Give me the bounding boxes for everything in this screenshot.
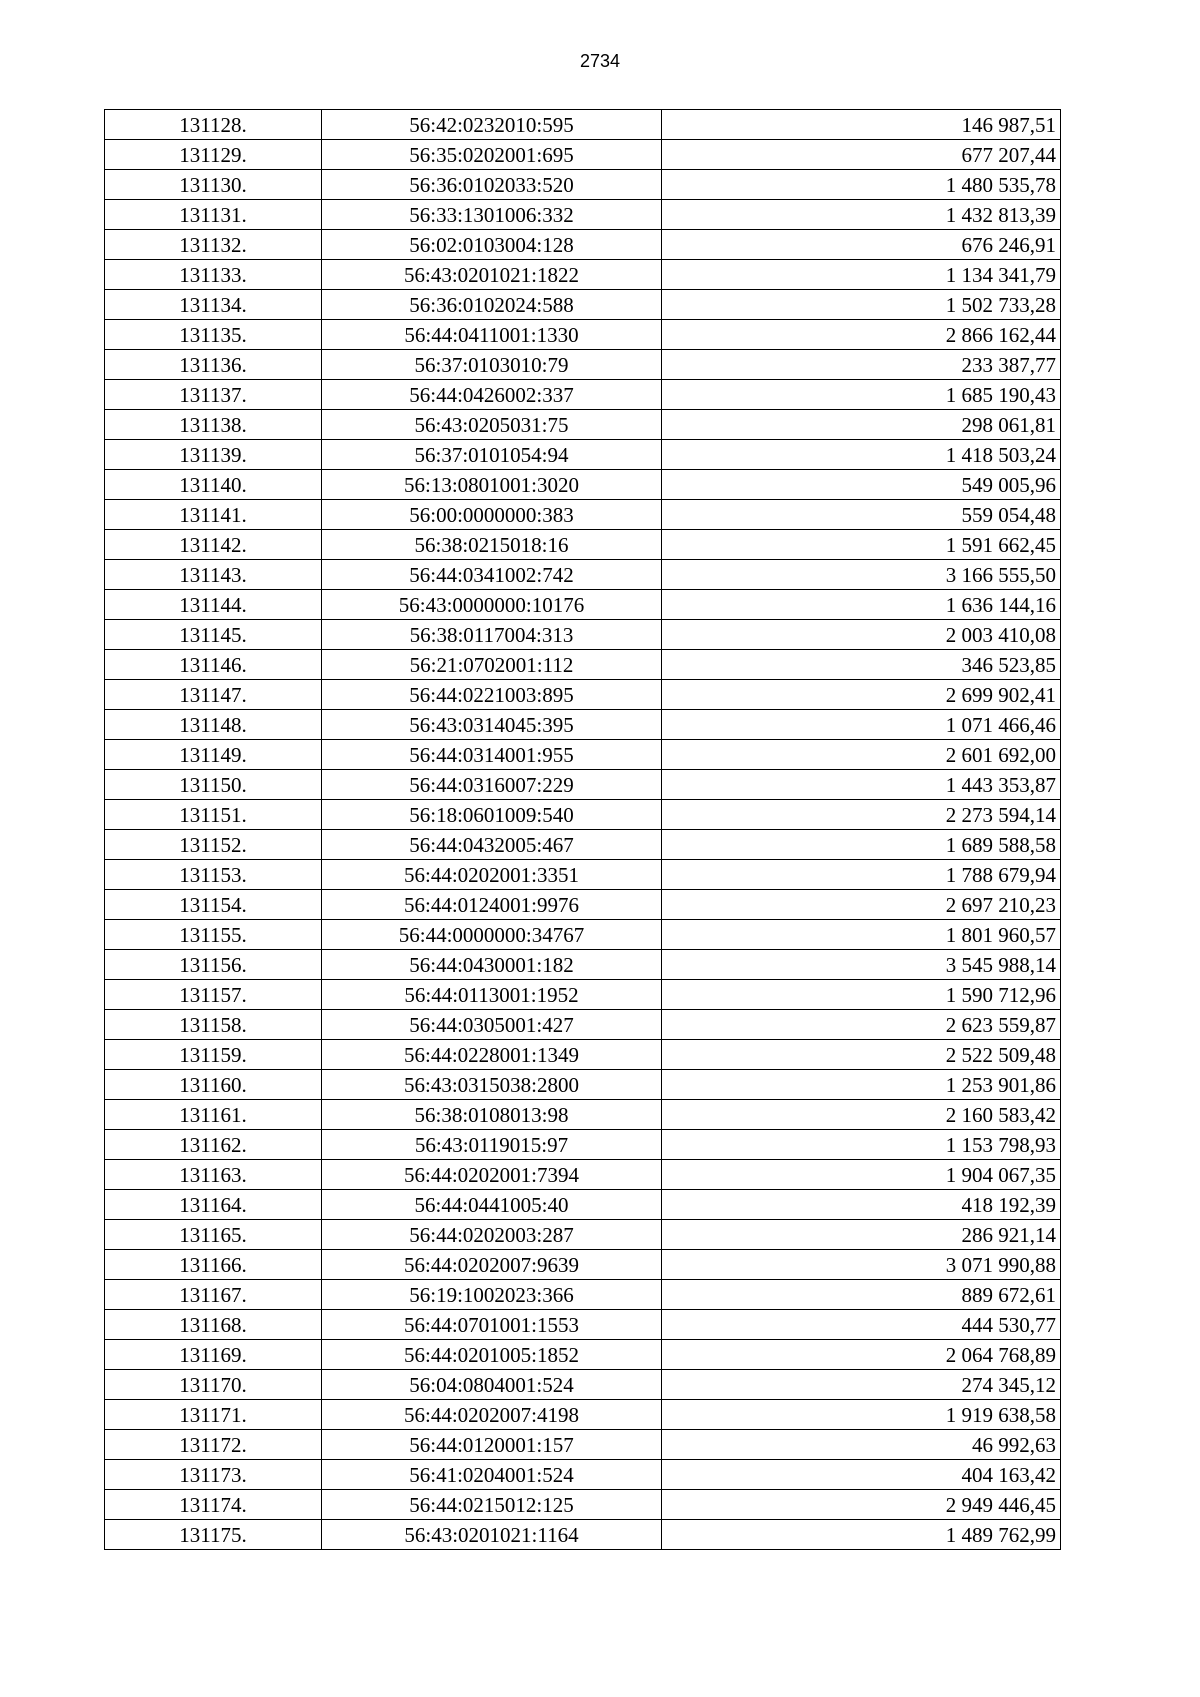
table-row bbox=[105, 1010, 1061, 1040]
table-row bbox=[105, 920, 1061, 950]
value-cell: 2 623 559,87 bbox=[662, 1010, 1061, 1040]
table-row bbox=[105, 830, 1061, 860]
cadastral-number-cell: 56:44:0201005:1852 bbox=[322, 1340, 662, 1370]
value-cell: 549 005,96 bbox=[662, 470, 1061, 500]
table-row bbox=[105, 740, 1061, 770]
row-number-cell: 131173. bbox=[105, 1460, 322, 1490]
row-number-cell: 131169. bbox=[105, 1340, 322, 1370]
cadastral-number-cell: 56:42:0232010:595 bbox=[322, 110, 662, 140]
row-number-cell: 131143. bbox=[105, 560, 322, 590]
table-row bbox=[105, 1310, 1061, 1340]
row-number-cell: 131136. bbox=[105, 350, 322, 380]
cadastral-number-cell: 56:44:0000000:34767 bbox=[322, 920, 662, 950]
cadastral-number-cell: 56:43:0315038:2800 bbox=[322, 1070, 662, 1100]
cadastral-number-cell: 56:44:0316007:229 bbox=[322, 770, 662, 800]
cadastral-number-cell: 56:37:0103010:79 bbox=[322, 350, 662, 380]
cadastral-number-cell: 56:00:0000000:383 bbox=[322, 500, 662, 530]
table-row bbox=[105, 1520, 1061, 1550]
table-row bbox=[105, 560, 1061, 590]
row-number-cell: 131174. bbox=[105, 1490, 322, 1520]
value-cell: 2 522 509,48 bbox=[662, 1040, 1061, 1070]
row-number-cell: 131153. bbox=[105, 860, 322, 890]
value-cell: 1 591 662,45 bbox=[662, 530, 1061, 560]
table-row bbox=[105, 230, 1061, 260]
value-cell: 1 432 813,39 bbox=[662, 200, 1061, 230]
table-row bbox=[105, 200, 1061, 230]
value-cell: 1 919 638,58 bbox=[662, 1400, 1061, 1430]
row-number-cell: 131146. bbox=[105, 650, 322, 680]
row-number-cell: 131142. bbox=[105, 530, 322, 560]
value-cell: 418 192,39 bbox=[662, 1190, 1061, 1220]
table-row bbox=[105, 800, 1061, 830]
value-cell: 274 345,12 bbox=[662, 1370, 1061, 1400]
value-cell: 2 003 410,08 bbox=[662, 620, 1061, 650]
table-row bbox=[105, 140, 1061, 170]
value-cell: 404 163,42 bbox=[662, 1460, 1061, 1490]
cadastral-number-cell: 56:43:0205031:75 bbox=[322, 410, 662, 440]
row-number-cell: 131141. bbox=[105, 500, 322, 530]
value-cell: 1 443 353,87 bbox=[662, 770, 1061, 800]
row-number-cell: 131137. bbox=[105, 380, 322, 410]
row-number-cell: 131163. bbox=[105, 1160, 322, 1190]
cadastral-number-cell: 56:44:0215012:125 bbox=[322, 1490, 662, 1520]
value-cell: 1 153 798,93 bbox=[662, 1130, 1061, 1160]
cadastral-number-cell: 56:44:0202001:7394 bbox=[322, 1160, 662, 1190]
cadastral-number-cell: 56:44:0305001:427 bbox=[322, 1010, 662, 1040]
row-number-cell: 131138. bbox=[105, 410, 322, 440]
cadastral-number-cell: 56:21:0702001:112 bbox=[322, 650, 662, 680]
cadastral-number-cell: 56:18:0601009:540 bbox=[322, 800, 662, 830]
value-cell: 146 987,51 bbox=[662, 110, 1061, 140]
cadastral-number-cell: 56:44:0341002:742 bbox=[322, 560, 662, 590]
cadastral-number-cell: 56:38:0215018:16 bbox=[322, 530, 662, 560]
table-row bbox=[105, 1220, 1061, 1250]
cadastral-number-cell: 56:19:1002023:366 bbox=[322, 1280, 662, 1310]
value-cell: 3 166 555,50 bbox=[662, 560, 1061, 590]
row-number-cell: 131148. bbox=[105, 710, 322, 740]
registry-table bbox=[104, 109, 1061, 1550]
table-row bbox=[105, 290, 1061, 320]
table-row bbox=[105, 710, 1061, 740]
row-number-cell: 131140. bbox=[105, 470, 322, 500]
row-number-cell: 131164. bbox=[105, 1190, 322, 1220]
value-cell: 1 253 901,86 bbox=[662, 1070, 1061, 1100]
cadastral-number-cell: 56:43:0201021:1164 bbox=[322, 1520, 662, 1550]
cadastral-number-cell: 56:43:0314045:395 bbox=[322, 710, 662, 740]
cadastral-number-cell: 56:36:0102024:588 bbox=[322, 290, 662, 320]
table-row bbox=[105, 950, 1061, 980]
row-number-cell: 131145. bbox=[105, 620, 322, 650]
cadastral-number-cell: 56:37:0101054:94 bbox=[322, 440, 662, 470]
table-row bbox=[105, 440, 1061, 470]
row-number-cell: 131167. bbox=[105, 1280, 322, 1310]
value-cell: 889 672,61 bbox=[662, 1280, 1061, 1310]
row-number-cell: 131154. bbox=[105, 890, 322, 920]
row-number-cell: 131147. bbox=[105, 680, 322, 710]
table-row bbox=[105, 170, 1061, 200]
value-cell: 2 601 692,00 bbox=[662, 740, 1061, 770]
row-number-cell: 131151. bbox=[105, 800, 322, 830]
value-cell: 3 545 988,14 bbox=[662, 950, 1061, 980]
row-number-cell: 131139. bbox=[105, 440, 322, 470]
value-cell: 1 418 503,24 bbox=[662, 440, 1061, 470]
value-cell: 298 061,81 bbox=[662, 410, 1061, 440]
table-row bbox=[105, 1490, 1061, 1520]
table-row bbox=[105, 1100, 1061, 1130]
table-row bbox=[105, 1340, 1061, 1370]
row-number-cell: 131172. bbox=[105, 1430, 322, 1460]
row-number-cell: 131134. bbox=[105, 290, 322, 320]
cadastral-number-cell: 56:44:0411001:1330 bbox=[322, 320, 662, 350]
row-number-cell: 131149. bbox=[105, 740, 322, 770]
row-number-cell: 131155. bbox=[105, 920, 322, 950]
row-number-cell: 131161. bbox=[105, 1100, 322, 1130]
table-row bbox=[105, 1280, 1061, 1310]
row-number-cell: 131128. bbox=[105, 110, 322, 140]
table-row bbox=[105, 1070, 1061, 1100]
table-row bbox=[105, 980, 1061, 1010]
cadastral-number-cell: 56:35:0202001:695 bbox=[322, 140, 662, 170]
row-number-cell: 131165. bbox=[105, 1220, 322, 1250]
table-row bbox=[105, 1040, 1061, 1070]
cadastral-number-cell: 56:38:0108013:98 bbox=[322, 1100, 662, 1130]
cadastral-number-cell: 56:02:0103004:128 bbox=[322, 230, 662, 260]
page-number: 2734 bbox=[579, 51, 621, 71]
row-number-cell: 131130. bbox=[105, 170, 322, 200]
table-row bbox=[105, 500, 1061, 530]
row-number-cell: 131133. bbox=[105, 260, 322, 290]
row-number-cell: 131170. bbox=[105, 1370, 322, 1400]
row-number-cell: 131144. bbox=[105, 590, 322, 620]
value-cell: 676 246,91 bbox=[662, 230, 1061, 260]
value-cell: 233 387,77 bbox=[662, 350, 1061, 380]
cadastral-number-cell: 56:13:0801001:3020 bbox=[322, 470, 662, 500]
cadastral-number-cell: 56:44:0113001:1952 bbox=[322, 980, 662, 1010]
value-cell: 1 788 679,94 bbox=[662, 860, 1061, 890]
value-cell: 1 590 712,96 bbox=[662, 980, 1061, 1010]
row-number-cell: 131131. bbox=[105, 200, 322, 230]
value-cell: 559 054,48 bbox=[662, 500, 1061, 530]
cadastral-number-cell: 56:43:0000000:10176 bbox=[322, 590, 662, 620]
row-number-cell: 131132. bbox=[105, 230, 322, 260]
row-number-cell: 131157. bbox=[105, 980, 322, 1010]
table-row bbox=[105, 350, 1061, 380]
row-number-cell: 131166. bbox=[105, 1250, 322, 1280]
row-number-cell: 131129. bbox=[105, 140, 322, 170]
value-cell: 346 523,85 bbox=[662, 650, 1061, 680]
value-cell: 2 160 583,42 bbox=[662, 1100, 1061, 1130]
table-row bbox=[105, 1160, 1061, 1190]
cadastral-number-cell: 56:33:1301006:332 bbox=[322, 200, 662, 230]
table-row bbox=[105, 410, 1061, 440]
value-cell: 1 904 067,35 bbox=[662, 1160, 1061, 1190]
value-cell: 2 273 594,14 bbox=[662, 800, 1061, 830]
row-number-cell: 131152. bbox=[105, 830, 322, 860]
value-cell: 46 992,63 bbox=[662, 1430, 1061, 1460]
cadastral-number-cell: 56:44:0228001:1349 bbox=[322, 1040, 662, 1070]
value-cell: 1 071 466,46 bbox=[662, 710, 1061, 740]
cadastral-number-cell: 56:36:0102033:520 bbox=[322, 170, 662, 200]
row-number-cell: 131135. bbox=[105, 320, 322, 350]
cadastral-number-cell: 56:44:0120001:157 bbox=[322, 1430, 662, 1460]
cadastral-number-cell: 56:38:0117004:313 bbox=[322, 620, 662, 650]
value-cell: 286 921,14 bbox=[662, 1220, 1061, 1250]
value-cell: 1 685 190,43 bbox=[662, 380, 1061, 410]
table-row bbox=[105, 590, 1061, 620]
cadastral-number-cell: 56:44:0202003:287 bbox=[322, 1220, 662, 1250]
table-row bbox=[105, 1250, 1061, 1280]
table-row bbox=[105, 770, 1061, 800]
table-row bbox=[105, 620, 1061, 650]
table-row bbox=[105, 1190, 1061, 1220]
table-row bbox=[105, 380, 1061, 410]
row-number-cell: 131162. bbox=[105, 1130, 322, 1160]
value-cell: 1 801 960,57 bbox=[662, 920, 1061, 950]
table-row bbox=[105, 1370, 1061, 1400]
value-cell: 1 480 535,78 bbox=[662, 170, 1061, 200]
value-cell: 2 866 162,44 bbox=[662, 320, 1061, 350]
table-row bbox=[105, 110, 1061, 140]
value-cell: 2 697 210,23 bbox=[662, 890, 1061, 920]
table-row bbox=[105, 650, 1061, 680]
registry-table-body bbox=[105, 110, 1061, 1550]
table-row bbox=[105, 530, 1061, 560]
cadastral-number-cell: 56:41:0204001:524 bbox=[322, 1460, 662, 1490]
table-row bbox=[105, 320, 1061, 350]
value-cell: 2 064 768,89 bbox=[662, 1340, 1061, 1370]
cadastral-number-cell: 56:44:0202007:4198 bbox=[322, 1400, 662, 1430]
value-cell: 1 489 762,99 bbox=[662, 1520, 1061, 1550]
cadastral-number-cell: 56:04:0804001:524 bbox=[322, 1370, 662, 1400]
value-cell: 1 502 733,28 bbox=[662, 290, 1061, 320]
table-row bbox=[105, 1430, 1061, 1460]
cadastral-number-cell: 56:44:0221003:895 bbox=[322, 680, 662, 710]
cadastral-number-cell: 56:44:0314001:955 bbox=[322, 740, 662, 770]
row-number-cell: 131171. bbox=[105, 1400, 322, 1430]
row-number-cell: 131160. bbox=[105, 1070, 322, 1100]
cadastral-number-cell: 56:43:0201021:1822 bbox=[322, 260, 662, 290]
value-cell: 3 071 990,88 bbox=[662, 1250, 1061, 1280]
cadastral-number-cell: 56:44:0202007:9639 bbox=[322, 1250, 662, 1280]
value-cell: 1 689 588,58 bbox=[662, 830, 1061, 860]
cadastral-number-cell: 56:44:0124001:9976 bbox=[322, 890, 662, 920]
row-number-cell: 131159. bbox=[105, 1040, 322, 1070]
cadastral-number-cell: 56:44:0426002:337 bbox=[322, 380, 662, 410]
cadastral-number-cell: 56:44:0202001:3351 bbox=[322, 860, 662, 890]
table-row bbox=[105, 1400, 1061, 1430]
row-number-cell: 131175. bbox=[105, 1520, 322, 1550]
value-cell: 2 699 902,41 bbox=[662, 680, 1061, 710]
table-row bbox=[105, 1130, 1061, 1160]
value-cell: 1 134 341,79 bbox=[662, 260, 1061, 290]
row-number-cell: 131158. bbox=[105, 1010, 322, 1040]
table-row bbox=[105, 260, 1061, 290]
value-cell: 1 636 144,16 bbox=[662, 590, 1061, 620]
table-row bbox=[105, 470, 1061, 500]
value-cell: 2 949 446,45 bbox=[662, 1490, 1061, 1520]
cadastral-number-cell: 56:44:0430001:182 bbox=[322, 950, 662, 980]
value-cell: 444 530,77 bbox=[662, 1310, 1061, 1340]
table-row bbox=[105, 1460, 1061, 1490]
cadastral-number-cell: 56:44:0432005:467 bbox=[322, 830, 662, 860]
table-row bbox=[105, 860, 1061, 890]
value-cell: 677 207,44 bbox=[662, 140, 1061, 170]
row-number-cell: 131156. bbox=[105, 950, 322, 980]
row-number-cell: 131150. bbox=[105, 770, 322, 800]
table-row bbox=[105, 680, 1061, 710]
cadastral-number-cell: 56:44:0701001:1553 bbox=[322, 1310, 662, 1340]
cadastral-number-cell: 56:43:0119015:97 bbox=[322, 1130, 662, 1160]
table-row bbox=[105, 890, 1061, 920]
row-number-cell: 131168. bbox=[105, 1310, 322, 1340]
cadastral-number-cell: 56:44:0441005:40 bbox=[322, 1190, 662, 1220]
